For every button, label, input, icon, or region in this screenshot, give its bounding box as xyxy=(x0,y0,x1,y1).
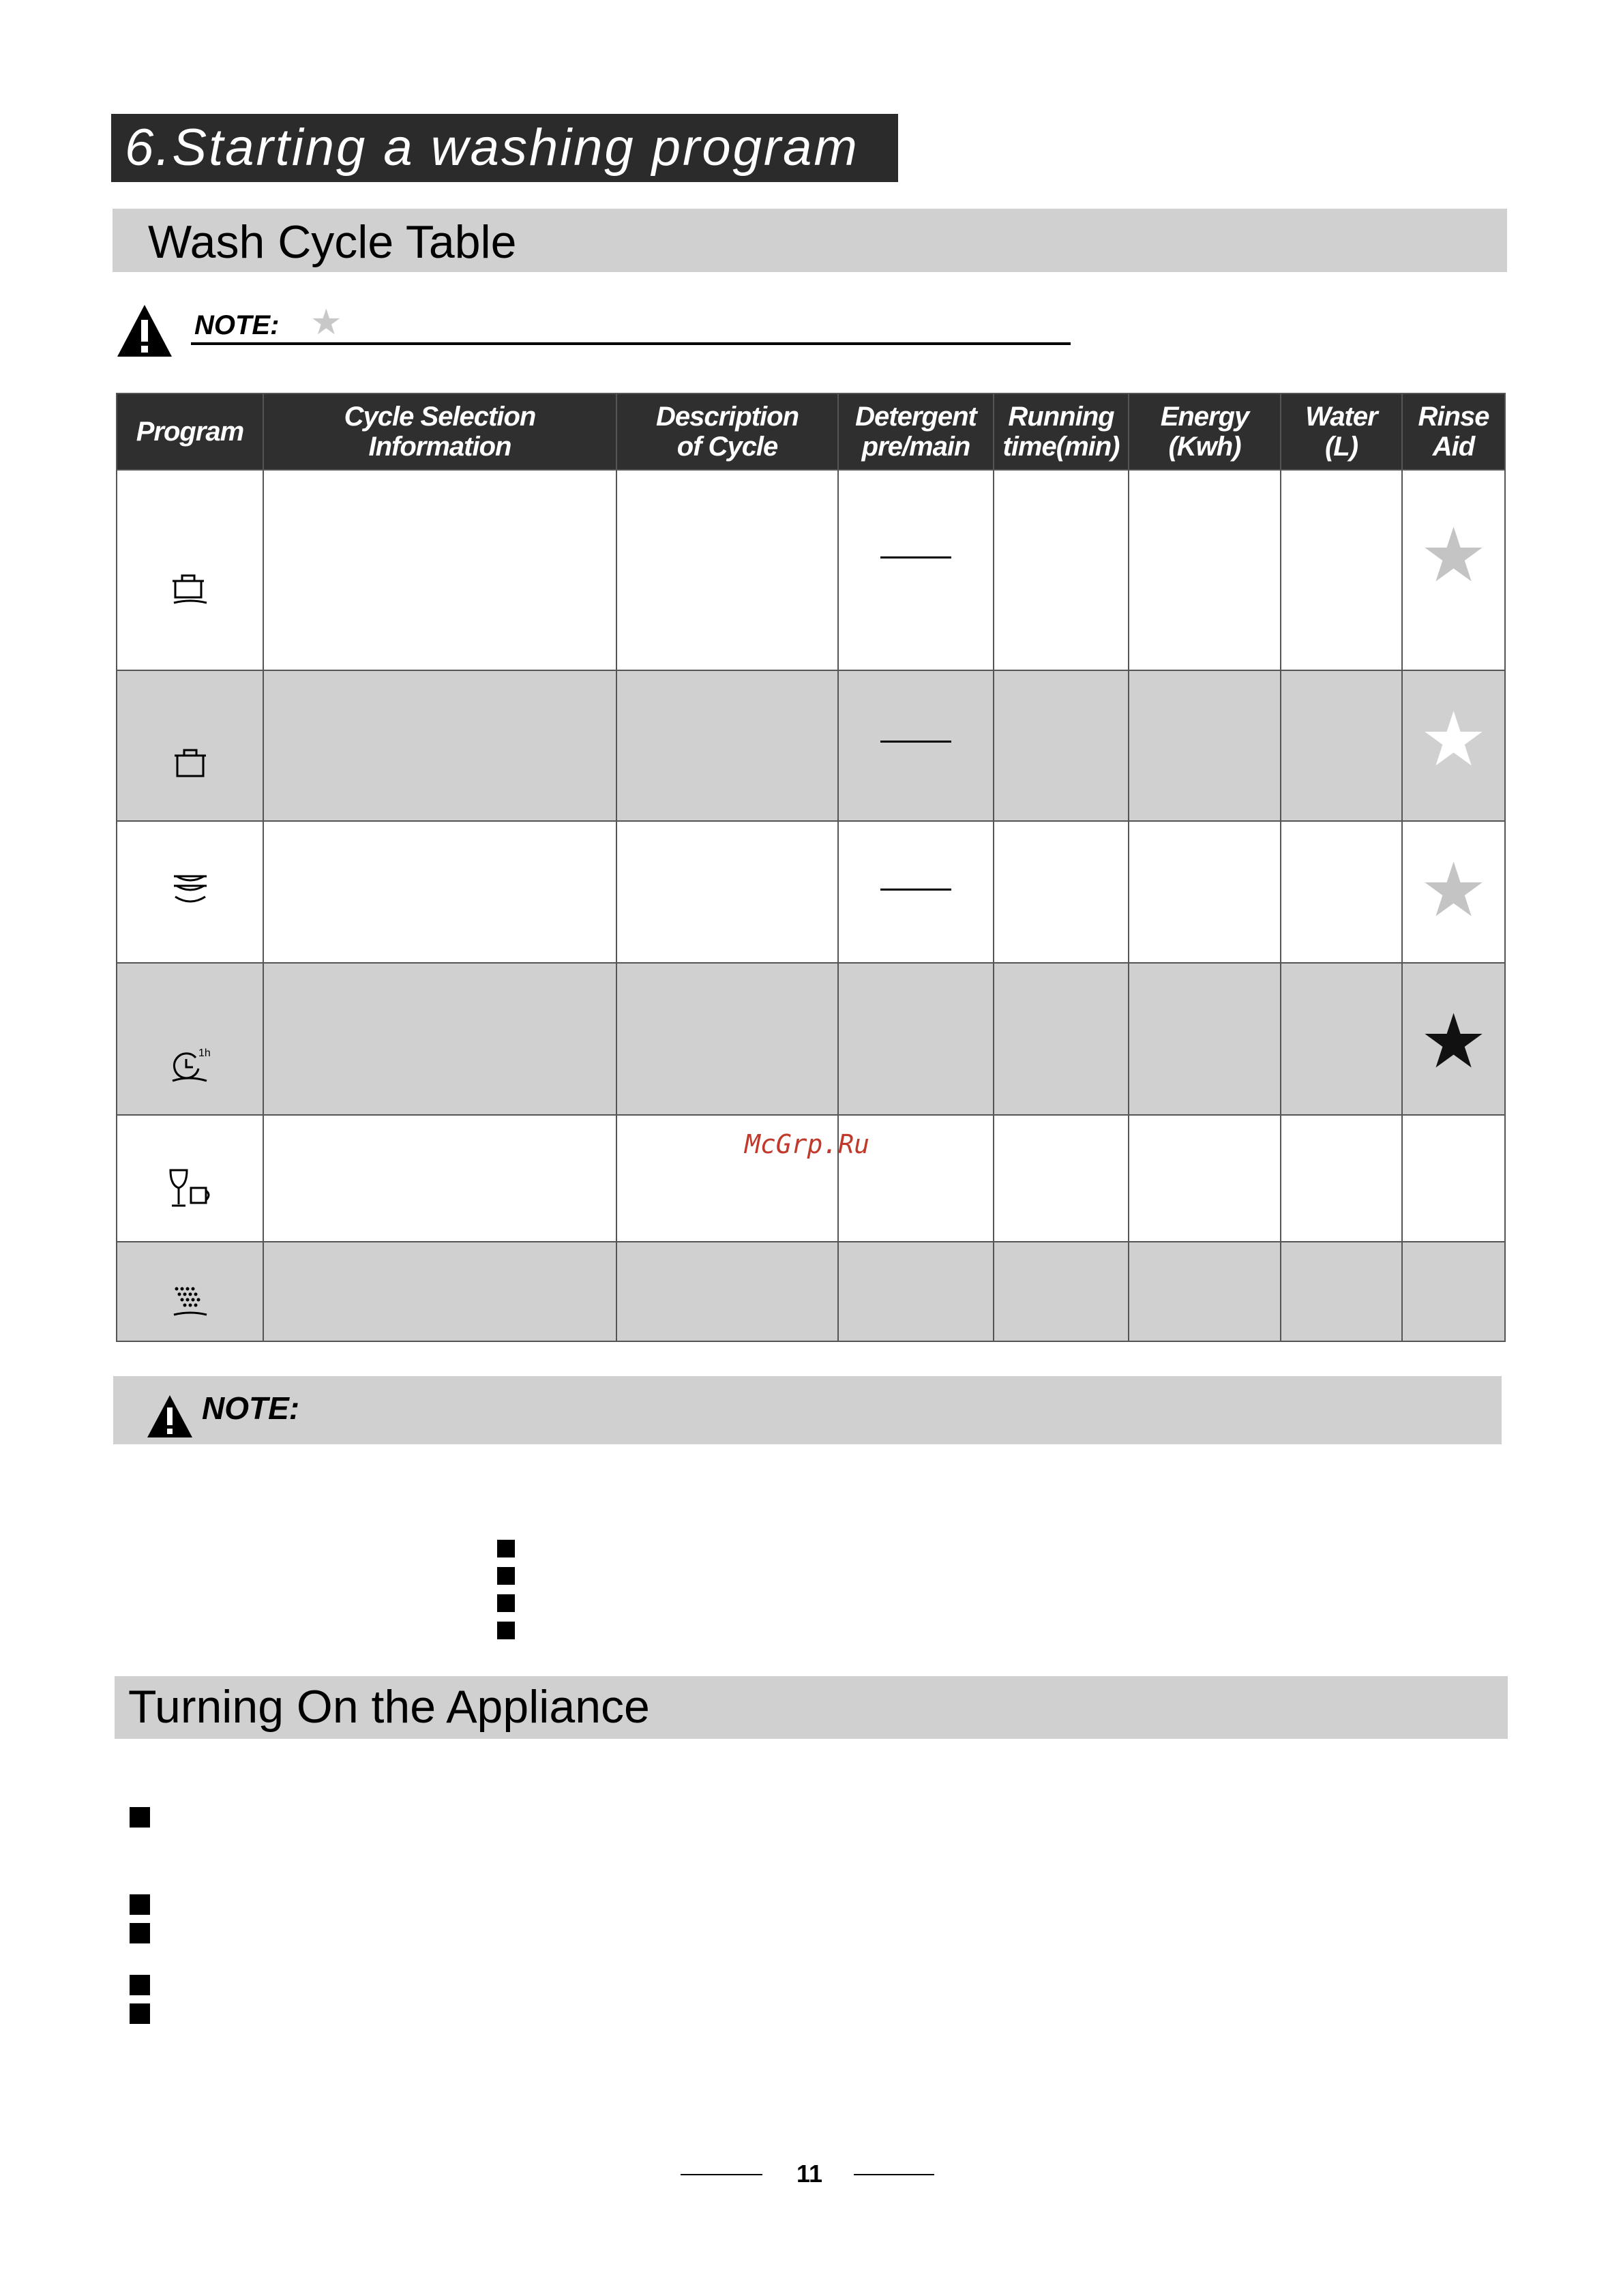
detergent-dash xyxy=(880,556,951,558)
note-label: NOTE: xyxy=(194,310,280,340)
bullet-square xyxy=(130,1975,150,1995)
rinse-aid-cell xyxy=(1402,470,1505,670)
program-cell xyxy=(117,1242,263,1341)
rinse-aid-cell xyxy=(1402,963,1505,1115)
column-header-rinse-aid: Rinse Aid xyxy=(1402,393,1505,470)
detergent-dash xyxy=(880,889,951,891)
rinse-aid-cell xyxy=(1402,821,1505,963)
table-row xyxy=(117,963,1505,1115)
program-cell xyxy=(117,821,263,963)
intensive-pot-icon xyxy=(170,571,211,607)
bullet-square xyxy=(130,1807,150,1828)
detergent-cell xyxy=(838,470,994,670)
section-title: 6.Starting a washing program xyxy=(111,114,898,182)
bullet-square xyxy=(130,2003,150,2024)
wash-cycle-table xyxy=(116,393,1506,1342)
wash-cycle-heading-band xyxy=(113,209,1507,272)
bullet-square xyxy=(497,1622,515,1639)
detergent-cell xyxy=(838,670,994,821)
table-row xyxy=(117,470,1505,670)
program-cell xyxy=(117,470,263,670)
bullet-square xyxy=(497,1540,515,1557)
watermark: McGrp.Ru xyxy=(745,1129,870,1159)
detergent-cell xyxy=(838,821,994,963)
column-header-cycle-selection: Cycle Selection Information xyxy=(263,393,616,470)
rinse-spray-icon xyxy=(170,1283,211,1319)
page-number-rule xyxy=(681,2174,762,2175)
turning-on-heading-band xyxy=(115,1676,1508,1739)
glass-cup-icon xyxy=(166,1167,214,1208)
program-cell xyxy=(117,963,263,1115)
program-cell xyxy=(117,1115,263,1242)
pot-icon xyxy=(172,746,209,780)
page-number-rule xyxy=(854,2174,934,2175)
rinse-aid-star-icon: ★ xyxy=(1420,848,1487,932)
table-row xyxy=(117,670,1505,821)
svg-text:1h: 1h xyxy=(198,1047,211,1059)
column-header-program: Program xyxy=(117,393,263,470)
column-header-detergent: Detergent pre/main xyxy=(838,393,994,470)
note-underline xyxy=(191,342,1071,345)
detergent-dash xyxy=(880,741,951,743)
bullet-square xyxy=(497,1594,515,1612)
bullet-square xyxy=(130,1894,150,1915)
page-number: 11 xyxy=(796,2160,823,2188)
one-hour-icon xyxy=(168,1045,212,1085)
plates-icon xyxy=(170,871,211,908)
bullet-square xyxy=(497,1567,515,1585)
column-header-energy: Energy (Kwh) xyxy=(1129,393,1281,470)
note-band xyxy=(113,1376,1502,1444)
column-header-running-time: Running time(min) xyxy=(994,393,1129,470)
warning-icon xyxy=(146,1394,194,1439)
program-cell xyxy=(117,670,263,821)
turning-on-heading: Turning On the Appliance xyxy=(128,1681,650,1733)
star-icon: ★ xyxy=(310,303,342,342)
table-header-row xyxy=(117,393,1505,470)
rinse-aid-star-icon: ★ xyxy=(1420,1000,1487,1084)
column-header-description: Description of Cycle xyxy=(616,393,838,470)
warning-icon xyxy=(116,303,173,358)
table-row xyxy=(117,821,1505,963)
note-label: NOTE: xyxy=(202,1390,300,1426)
rinse-aid-star-icon: ★ xyxy=(1420,698,1487,781)
table-row xyxy=(117,1242,1505,1341)
bullet-square xyxy=(130,1923,150,1943)
rinse-aid-cell xyxy=(1402,670,1505,821)
rinse-aid-star-icon: ★ xyxy=(1420,513,1487,597)
column-header-water: Water (L) xyxy=(1281,393,1402,470)
wash-cycle-heading: Wash Cycle Table xyxy=(148,216,517,268)
